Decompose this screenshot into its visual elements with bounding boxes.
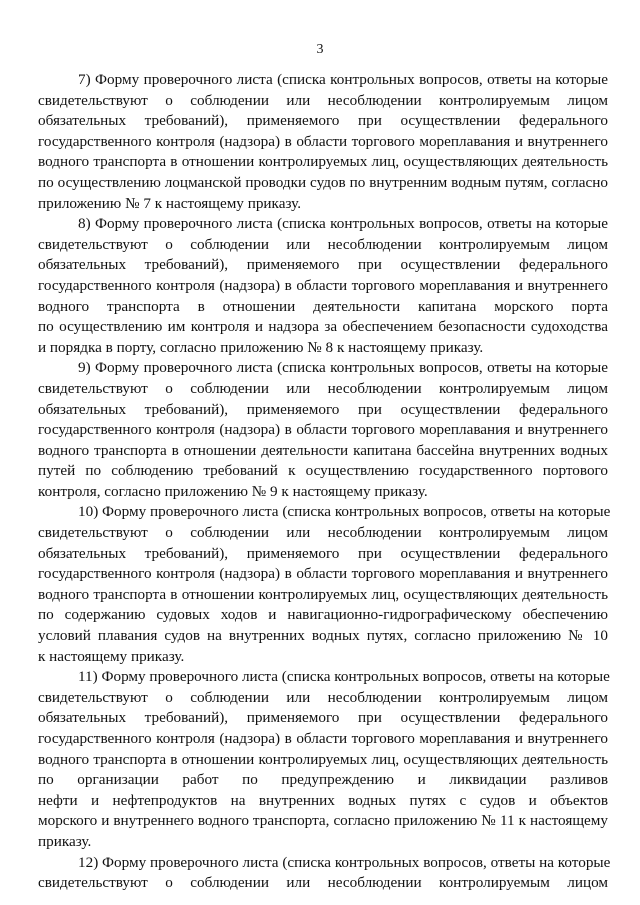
text-line: контроля, согласно приложению № 9 к настоящему приказу. (38, 482, 428, 500)
text-line: по содержанию судовых ходов и навигационно-гидрографическому обеспечению (38, 606, 608, 624)
text-line: по организации работ по предупреждению и ликвидации разливов (38, 771, 608, 789)
text-line: 7) Форму проверочного листа (списка контрольных вопросов, ответы на которые (78, 71, 608, 88)
text-line: 10) Форму проверочного листа (списка контрольных вопросов, ответы на которые (78, 503, 611, 521)
text-line: свидетельствуют о соблюдении или несоблюдении контролируемым лицом (38, 379, 608, 397)
page-number: 3 (316, 42, 324, 57)
text-line: 9) Форму проверочного листа (списка контрольных вопросов, ответы на которые (78, 359, 608, 377)
text-line: водного транспорта в отношении деятельности капитана морского порта (38, 297, 608, 315)
text-line: свидетельствуют о соблюдении или несоблюдении контролируемым лицом (38, 874, 608, 892)
text-line: водного транспорта в отношении контролируемых лиц, осуществляющих деятельность (38, 585, 608, 603)
text-line: свидетельствуют о соблюдении или несоблюдении контролируемым лицом (38, 91, 608, 109)
text-line: государственного контроля (надзора) в области торгового мореплавания и внутреннего (38, 421, 608, 439)
text-line: обязательных требований), применяемого при осуществлении федерального (38, 709, 608, 727)
text-line: государственного контроля (надзора) в области торгового мореплавания и внутреннего (38, 730, 608, 747)
text-line: водного транспорта в отношении контролируемых лиц, осуществляющих деятельность (38, 750, 608, 768)
document-body (38, 70, 611, 894)
paragraph (38, 853, 611, 894)
text-line: свидетельствуют о соблюдении или несоблюдении контролируемым лицом (38, 688, 608, 706)
paragraph (38, 214, 608, 358)
text-line: по осуществлению лоцманской проводки судов по внутренним водным путям, согласно (38, 173, 608, 191)
text-line: и порядка в порту, согласно приложению № 8 к настоящему приказу. (38, 338, 484, 356)
text-line: государственного контроля (надзора) в области торгового мореплавания и внутреннего (38, 132, 608, 150)
text-line: приложению № 7 к настоящему приказу. (38, 194, 301, 212)
text-line: 12) Форму проверочного листа (списка контрольных вопросов, ответы на которые (78, 853, 611, 871)
text-line: условий плавания судов на внутренних водных путях, согласно приложению № 10 (38, 627, 608, 645)
text-line: обязательных требований), применяемого при осуществлении федерального (38, 400, 608, 418)
text-line: нефти и нефтепродуктов на внутренних водных путях с судов и объектов (38, 791, 608, 809)
text-line: обязательных требований), применяемого при осуществлении федерального (38, 112, 608, 130)
text-line: к настоящему приказу. (38, 647, 185, 665)
text-line: обязательных требований), применяемого при осуществлении федерального (38, 544, 608, 562)
text-line: морского и внутреннего водного транспорта, согласно приложению № 11 к настоящему (38, 812, 608, 830)
text-line: водного транспорта в отношении деятельности капитана бассейна внутренних водных (38, 441, 608, 459)
text-line: государственного контроля (надзора) в области торгового мореплавания и внутреннего (38, 276, 608, 294)
text-line: приказу. (38, 832, 92, 850)
paragraph (38, 358, 608, 502)
text-line: государственного контроля (надзора) в области торгового мореплавания и внутреннего (38, 565, 608, 583)
text-line: путей по соблюдению требований к осуществлению государственного портового (38, 462, 608, 480)
text-line: свидетельствуют о соблюдении или несоблюдении контролируемым лицом (38, 235, 608, 253)
text-line: по осуществлению им контроля и надзора за обеспечением безопасности судоходства (38, 318, 608, 336)
text-line: 11) Форму проверочного листа (списка контрольных вопросов, ответы на которые (78, 668, 610, 686)
paragraph (38, 502, 611, 667)
text-line: 8) Форму проверочного листа (списка контрольных вопросов, ответы на которые (78, 215, 608, 233)
text-line: водного транспорта в отношении контролируемых лиц, осуществляющих деятельность (38, 153, 608, 171)
paragraph (38, 70, 608, 214)
paragraph (38, 667, 608, 852)
text-line: обязательных требований), применяемого при осуществлении федерального (38, 256, 608, 274)
text-line: свидетельствуют о соблюдении или несоблюдении контролируемым лицом (38, 524, 608, 542)
